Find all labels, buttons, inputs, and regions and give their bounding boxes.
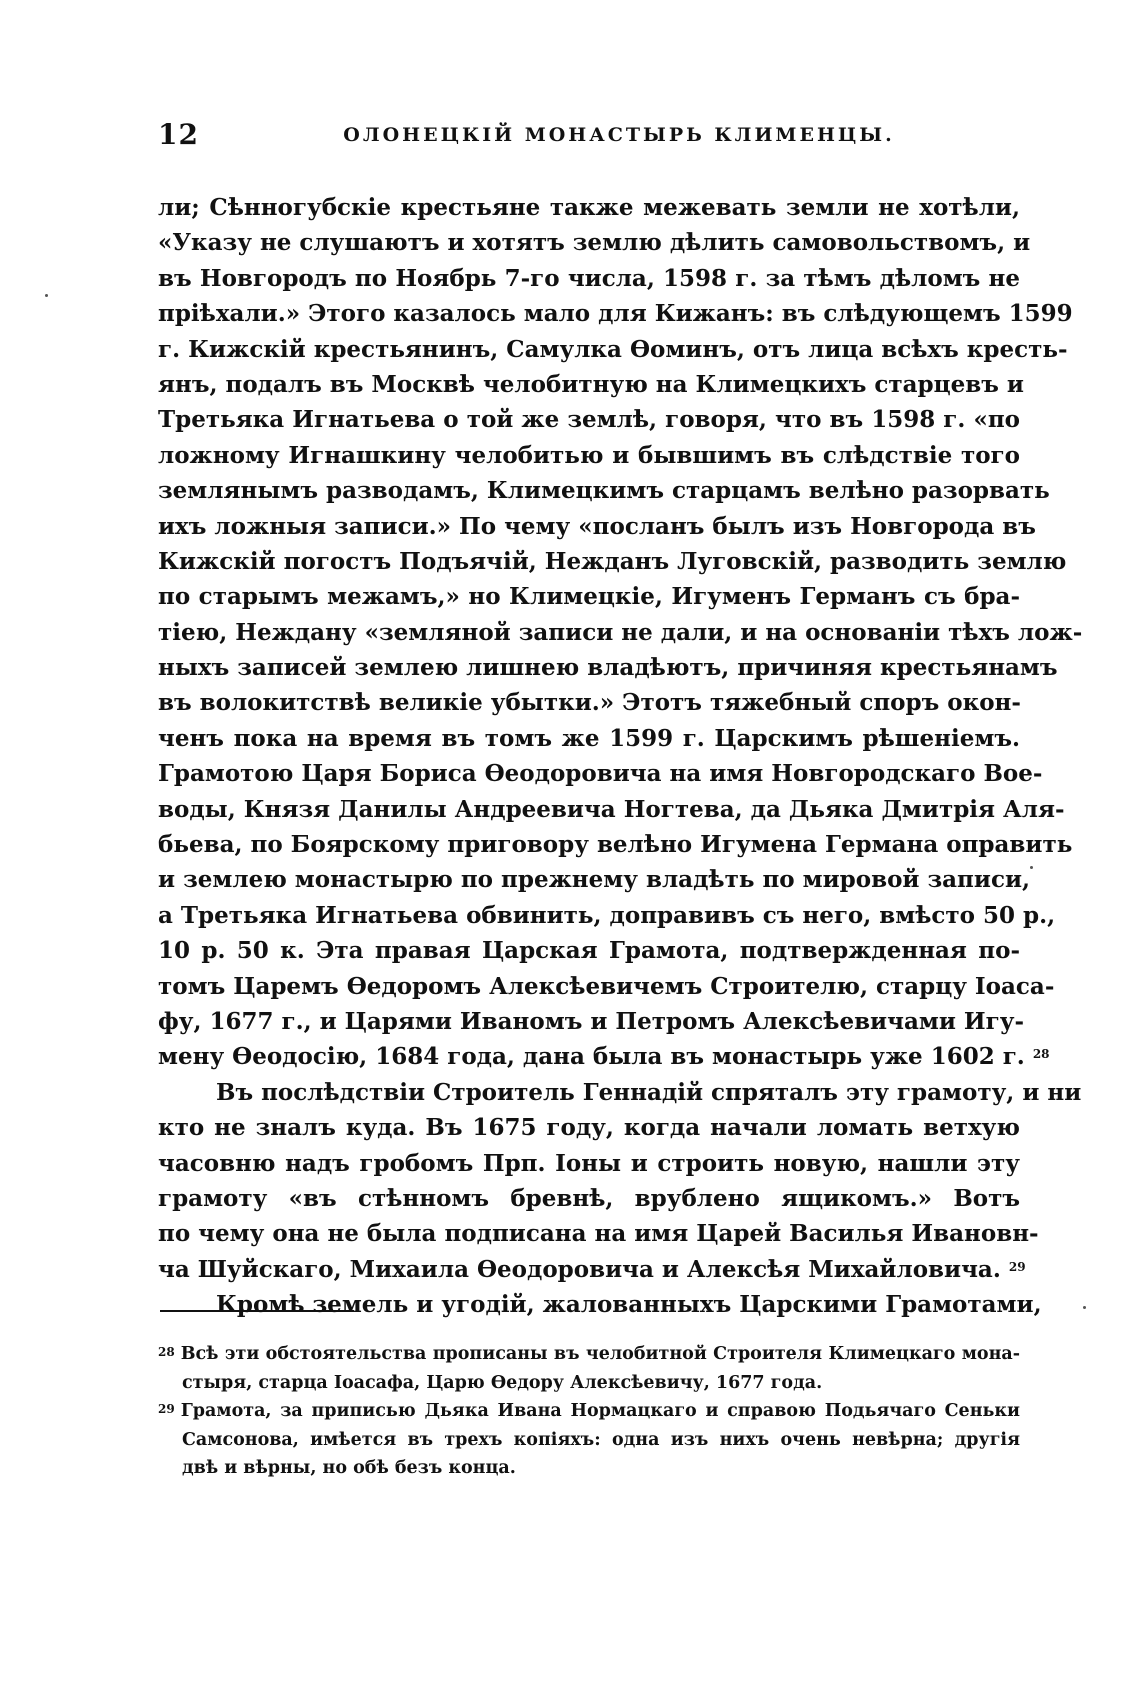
text-line: фу, 1677 г., и Царями Иваномъ и Петромъ Алексѣевичами Игу- bbox=[158, 1007, 1024, 1035]
footnote-28-continued: стыря, старца Іоасафа, Царю Ѳедору Алексѣевичу, 1677 года. bbox=[182, 1372, 823, 1393]
text-line: бьева, по Боярскому приговору велѣно Игумена Германа оправить bbox=[158, 831, 1073, 859]
footnote-text: Всѣ эти обстоятельства прописаны въ челобитной Строителя Климецкаго мона- bbox=[180, 1344, 1020, 1364]
footnote-29 bbox=[158, 1397, 1020, 1426]
text-line: янъ, подалъ въ Москвѣ челобитную на Климецкихъ старцевъ и bbox=[158, 370, 1024, 398]
footnote-text: Грамота, за приписью Дьяка Ивана Нормацкаго и справою Подьячаго Сеньки bbox=[180, 1401, 1020, 1421]
text-line: грамоту «въ стѣнномъ бревнѣ, врублено ящикомъ.» Вотъ bbox=[158, 1184, 1020, 1212]
footnote-29-continued: Самсонова, имѣется въ трехъ копіяхъ: одна изъ нихъ очень невѣрна; другія bbox=[182, 1429, 1020, 1450]
footnote-mark: 28 bbox=[158, 1345, 175, 1359]
footnote-ref-29[interactable]: 29 bbox=[1008, 1259, 1026, 1274]
text-line: тіею, Неждану «земляной записи не дали, и на основаніи тѣхъ лож- bbox=[158, 618, 1083, 646]
text-line: въ волокитствѣ великіе убытки.» Этотъ тяжебный споръ окон- bbox=[158, 689, 1021, 717]
text-line: «Указу не слушаютъ и хотятъ землю дѣлить самовольствомъ, и bbox=[158, 229, 1031, 257]
footnote-29-continued: двѣ и вѣрны, но обѣ безъ конца. bbox=[182, 1458, 516, 1478]
footnote-divider bbox=[160, 1310, 354, 1312]
text-line: кто не зналъ куда. Въ 1675 году, когда начали ломать ветхую bbox=[158, 1114, 1020, 1142]
print-speck bbox=[1030, 866, 1033, 869]
text-line: воды, Князя Данилы Андреевича Ногтева, да Дьяка Дмитрія Аля- bbox=[158, 795, 1065, 823]
text-line: ныхъ записей землею лишнею владѣютъ, причиняя крестьянамъ bbox=[158, 654, 1058, 682]
text-line: землянымъ разводамъ, Климецкимъ старцамъ велѣно разорвать bbox=[158, 477, 1050, 505]
page-header bbox=[158, 118, 1020, 158]
text-line: Кижскій погостъ Подъячій, Нежданъ Луговскій, разводить землю bbox=[158, 547, 1067, 575]
text-line: ли; Сѣнногубскіе крестьяне также межевать земли не хотѣли, bbox=[158, 194, 1020, 221]
text-line-with-footnote-ref bbox=[158, 1252, 1026, 1287]
text-line: ченъ пока на время въ томъ же 1599 г. Царскимъ рѣшеніемъ. bbox=[158, 724, 1020, 752]
page-number: 12 bbox=[158, 118, 199, 151]
text-line: Грамотою Царя Бориса Ѳеодоровича на имя Новгородскаго Вое- bbox=[158, 760, 1043, 788]
text-line: и землею монастырю по прежнему владѣть по мировой записи, bbox=[158, 866, 1031, 894]
text-line: Кромѣ земель и угодій, жалованныхъ Царскими Грамотами, bbox=[216, 1291, 1042, 1319]
text-line: въ Новгородъ по Ноябрь 7-го числа, 1598 г. за тѣмъ дѣломъ не bbox=[158, 264, 1020, 292]
running-title: ОЛОНЕЦКІЙ МОНАСТЫРЬ КЛИМЕНЦЫ. bbox=[343, 124, 895, 146]
print-speck bbox=[1083, 1306, 1086, 1309]
text-line: пріѣхали.» Этого казалось мало для Кижанъ: въ слѣдующемъ 1599 bbox=[158, 300, 1073, 328]
text-line: Въ послѣдствіи Строитель Геннадій спряталъ эту грамоту, и ни bbox=[216, 1078, 1082, 1106]
text-line: Третьяка Игнатьева о той же землѣ, говоря, что въ 1598 г. «по bbox=[158, 406, 1020, 434]
footnote-28 bbox=[158, 1340, 1020, 1369]
body-text bbox=[158, 190, 1083, 1323]
text-line: а Третьяка Игнатьева обвинить, доправивъ съ него, вмѣсто 50 р., bbox=[158, 901, 1056, 929]
text-line-content: ча Шуйскаго, Михаила Ѳеодоровича и Алексѣя Михайловича. bbox=[158, 1255, 1001, 1283]
text-line: ложному Игнашкину челобитью и бывшимъ въ слѣдствіе того bbox=[158, 441, 1020, 469]
text-line: г. Кижскій крестьянинъ, Самулка Ѳоминъ, отъ лица всѣхъ кресть- bbox=[158, 335, 1068, 363]
footnote-mark: 29 bbox=[158, 1402, 175, 1416]
print-speck bbox=[45, 294, 48, 297]
text-line: томъ Царемъ Ѳедоромъ Алексѣевичемъ Строителю, старцу Іоаса- bbox=[158, 972, 1055, 1000]
text-line: по старымъ межамъ,» но Климецкіе, Игуменъ Германъ съ бра- bbox=[158, 583, 1020, 611]
text-line: по чему она не была подписана на имя Царей Василья Ивановн- bbox=[158, 1220, 1039, 1248]
text-line-content: мену Ѳеодосію, 1684 года, дана была въ монастырь уже 1602 г. bbox=[158, 1043, 1025, 1071]
footnotes bbox=[158, 1340, 1020, 1483]
text-line-with-footnote-ref bbox=[158, 1039, 1050, 1074]
text-line: ихъ ложныя записи.» По чему «посланъ былъ изъ Новгорода въ bbox=[158, 512, 1036, 540]
text-line: 10 р. 50 к. Эта правая Царская Грамота, подтвержденная по- bbox=[158, 937, 1020, 965]
footnote-ref-28[interactable]: 28 bbox=[1032, 1047, 1050, 1062]
text-line: часовню надъ гробомъ Прп. Іоны и строить новую, нашли эту bbox=[158, 1149, 1020, 1177]
